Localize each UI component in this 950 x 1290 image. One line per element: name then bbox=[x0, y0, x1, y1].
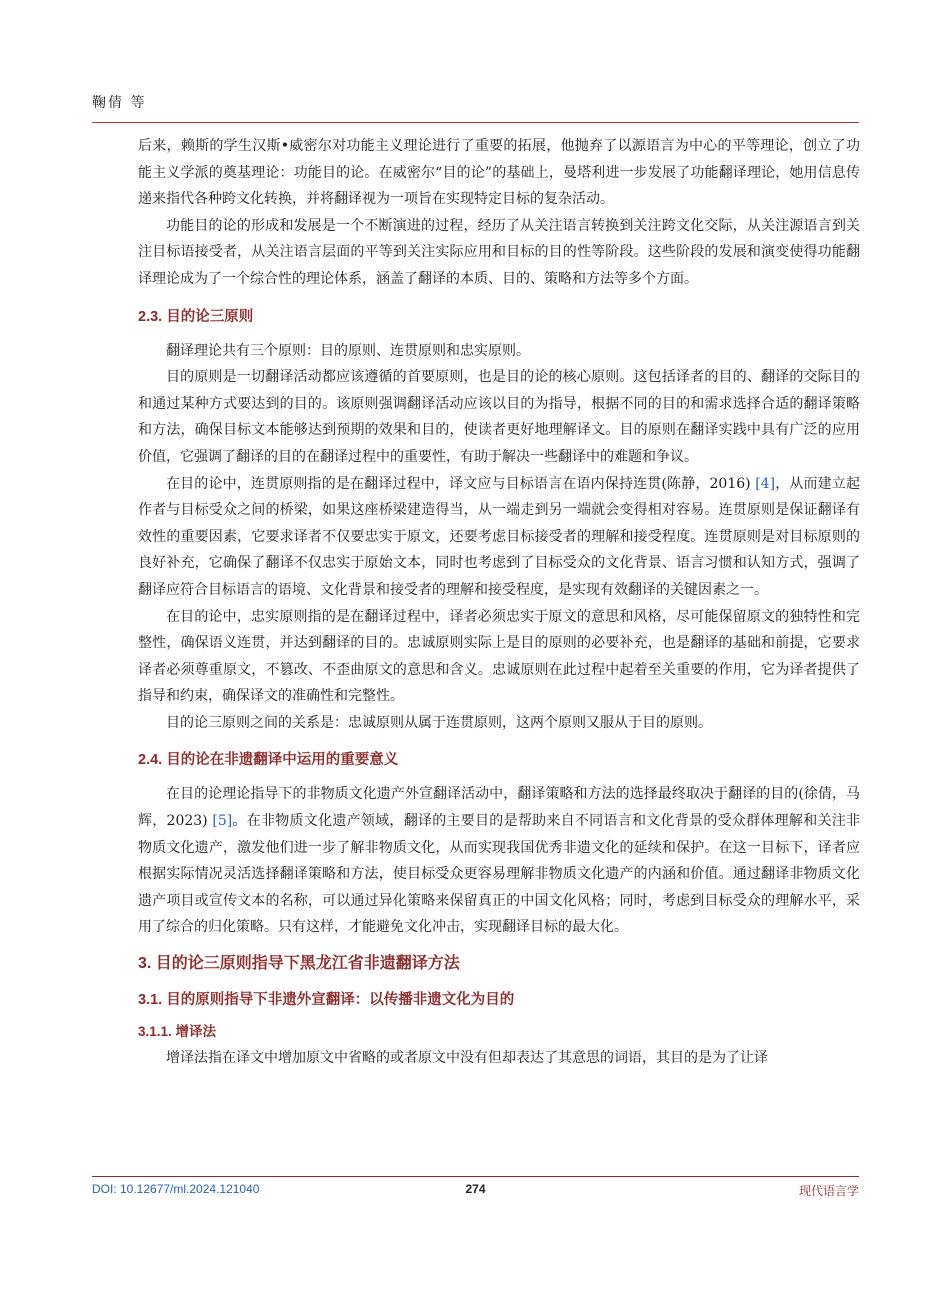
section-heading-3-1-1: 3.1.1. 增译法 bbox=[138, 1024, 217, 1040]
page-number: 274 bbox=[465, 1182, 486, 1196]
paragraph: 后来，赖斯的学生汉斯•威密尔对功能主义理论进行了重要的拓展，他抛弃了以源语言为中心的平等理论，创立了功能主义学派的奠基理论：功能目的论。在威密尔“目的论”的基础上，曼塔利进一步发展了功能翻译理论，她用信息传递来指代各种跨文化转换，并将翻译视为一项旨在实现特定目标的复杂活动。 bbox=[138, 138, 860, 208]
footer-divider bbox=[92, 1176, 859, 1177]
paragraph: 目的原则是一切翻译活动都应该遵循的首要原则，也是目的论的核心原则。这包括译者的目的、翻译的交际目的和通过某种方式要达到的目的。该原则强调翻译活动应该以目的为指导，根据不同的目的和需求选择合适的翻译策略和方法，确保目标文本能够达到预期的效果和目的，使读者更好地理解译文。目的原则在翻译实践中具有广泛的应用价值，它强调了翻译的目的在翻译过程中的重要性，有助于解决一些翻译中的难题和争议。 bbox=[138, 369, 860, 465]
paragraph-text: 在目的论中，连贯原则指的是在翻译过程中，译文应与目标语言在语内保持连贯(陈静，2016) bbox=[166, 475, 756, 492]
paragraph bbox=[138, 471, 860, 604]
paragraph: 功能目的论的形成和发展是一个不断演进的过程，经历了从关注语言转换到关注跨文化交际，从关注源语言到关注目标语接受者，从关注语言层面的平等到关注实际应用和目标的目的性等阶段。这些阶段的发展和演变使得功能翻译理论成为了一个综合性的理论体系，涵盖了翻译的本质、目的、策略和方法等多个方面。 bbox=[138, 217, 860, 287]
section-heading-3: 3. 目的论三原则指导下黑龙江省非遗翻译方法 bbox=[138, 955, 460, 973]
paragraph: 增译法指在译文中增加原文中省略的或者原文中没有但却表达了其意思的词语，其目的是为了让译 bbox=[166, 1050, 768, 1067]
section-heading-2-3: 2.3. 目的论三原则 bbox=[138, 308, 254, 325]
paragraph: 翻译理论共有三个原则：目的原则、连贯原则和忠实原则。 bbox=[166, 342, 530, 359]
paragraph-text: ，从而建立起作者与目标受众之间的桥梁，如果这座桥梁建造得当，从一端走到另一端就会变得相对容易。连贯原则是保证翻译有效性的重要因素，它要求译者不仅要忠实于原文，还要考虑目标接受者的理解和接受程度。连贯原则是对目标原则的良好补充，它确保了翻译不仅忠实于原始文本，同时也考虑到了目标受众的文化背景、语言习惯和认知方式，强调了翻译应符合目标语言的语境、文化背景和接受者的理解和接受程度，是实现有效翻译的关键因素之一。 bbox=[138, 475, 860, 598]
running-header-author: 鞠倩 等 bbox=[92, 95, 147, 111]
paragraph-text: 在目的论理论指导下的非物质文化遗产外宣翻译活动中，翻译策略和方法的选择最终取决于翻译的目的(徐倩，马辉，2023) bbox=[138, 786, 860, 830]
doi-link[interactable]: DOI: 10.12677/ml.2024.121040 bbox=[92, 1182, 260, 1196]
header-divider bbox=[92, 122, 859, 123]
citation-link[interactable]: [4] bbox=[755, 475, 776, 492]
paragraph bbox=[138, 781, 860, 941]
citation-link[interactable]: [5] bbox=[212, 813, 233, 830]
article-body bbox=[138, 133, 860, 1072]
paragraph: 目的论三原则之间的关系是：忠诚原则从属于连贯原则，这两个原则又服从于目的原则。 bbox=[166, 714, 712, 731]
paragraph-text: 。在非物质文化遗产领域，翻译的主要目的是帮助来自不同语言和文化背景的受众群体理解和关注非物质文化遗产，激发他们进一步了解非物质文化，从而实现我国优秀非遗文化的延续和保护。在这一目标下，译者应根据实际情况灵活选择翻译策略和方法，使目标受众更容易理解非物质文化遗产的内涵和价值。通过翻译非物质文化遗产项目或宣传文本的名称，可以通过异化策略来保留真正的中国文化风格；同时，考虑到目标受众的理解水平，采用了综合的归化策略。只有这样，才能避免文化冲击，实现翻译目标的最大化。 bbox=[138, 813, 861, 936]
section-heading-3-1: 3.1. 目的原则指导下非遗外宣翻译：以传播非遗文化为目的 bbox=[138, 992, 515, 1009]
journal-name: 现代语言学 bbox=[798, 1184, 859, 1198]
section-heading-2-4: 2.4. 目的论在非遗翻译中运用的重要意义 bbox=[138, 752, 399, 769]
paragraph: 在目的论中，忠实原则指的是在翻译过程中，译者必须忠实于原文的意思和风格，尽可能保留原文的独特性和完整性，确保语义连贯，并达到翻译的目的。忠诚原则实际上是目的原则的必要补充，也是翻译的基础和前提，它要求译者必须尊重原文，不篡改、不歪曲原文的意思和含义。忠诚原则在此过程中起着至关重要的作用，它为译者提供了指导和约束，确保译文的准确性和完整性。 bbox=[138, 608, 860, 705]
